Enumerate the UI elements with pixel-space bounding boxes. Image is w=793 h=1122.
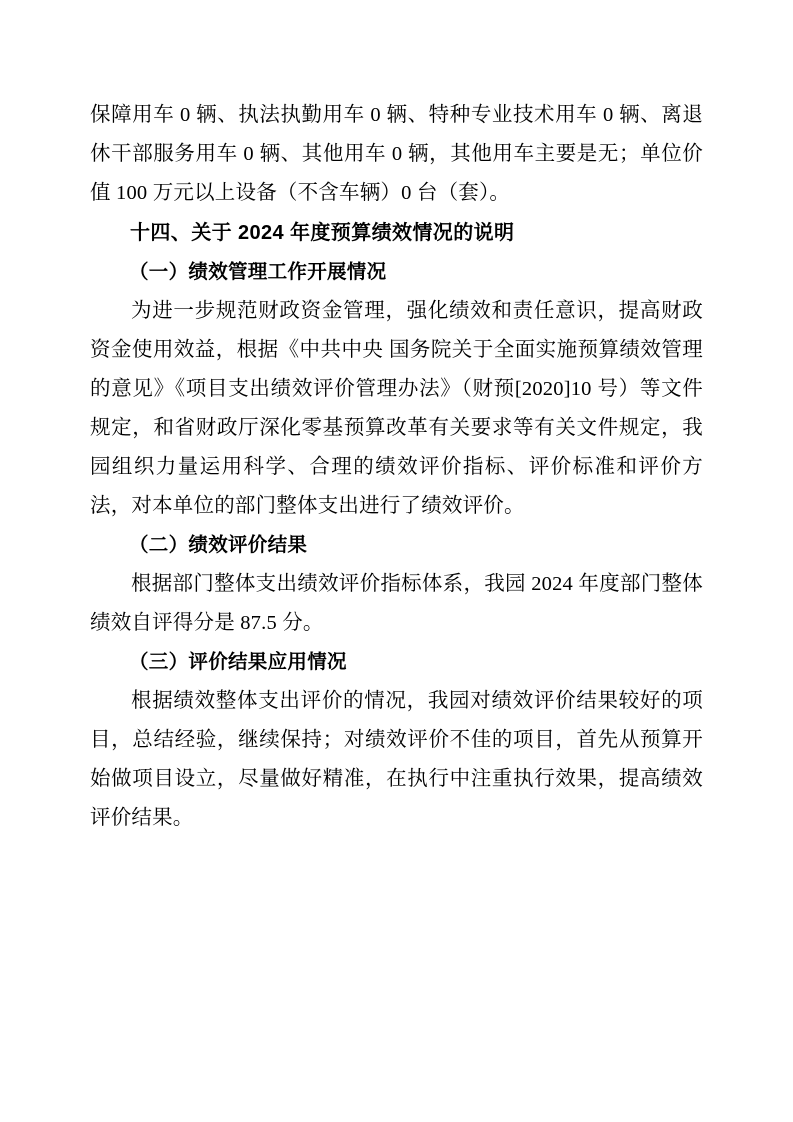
document-body — [90, 96, 703, 838]
paragraph-performance-management: 为进一步规范财政资金管理，强化绩效和责任意识，提高财政资金使用效益，根据《中共中央 国务院关于全面实施预算绩效管理的意见》《项目支出绩效评价管理办法》（财预[2020]10 号）等文件规定，和省财政厅深化零基预算改革有关要求等有关文件规定，我园组织力量运用科学、合理的绩效评价指标、评价标准和评价方法，对本单位的部门整体支出进行了绩效评价。 — [90, 300, 703, 517]
subheading-result-application: （三）评价结果应用情况 — [129, 651, 347, 673]
paragraph-result-application: 根据绩效整体支出评价的情况，我园对绩效评价结果较好的项目，总结经验，继续保持；对绩效评价不佳的项目，首先从预算开始做项目设立，尽量做好精准，在执行中注重执行效果，提高绩效评价结果。 — [90, 690, 703, 829]
continued-paragraph: 保障用车 0 辆、执法执勤用车 0 辆、特种专业技术用车 0 辆、离退休干部服务用车 0 辆、其他用车 0 辆，其他用车主要是无；单位价值 100 万元以上设备（不含车辆）0 台（套）。 — [90, 104, 703, 204]
subheading-performance-management: （一）绩效管理工作开展情况 — [129, 261, 387, 283]
subheading-evaluation-result: （二）绩效评价结果 — [129, 534, 308, 556]
section-heading-14: 十四、关于 2024 年度预算绩效情况的说明 — [130, 222, 515, 244]
paragraph-evaluation-result: 根据部门整体支出绩效评价指标体系，我园 2024 年度部门整体绩效自评得分是 87.5 分。 — [90, 573, 703, 634]
